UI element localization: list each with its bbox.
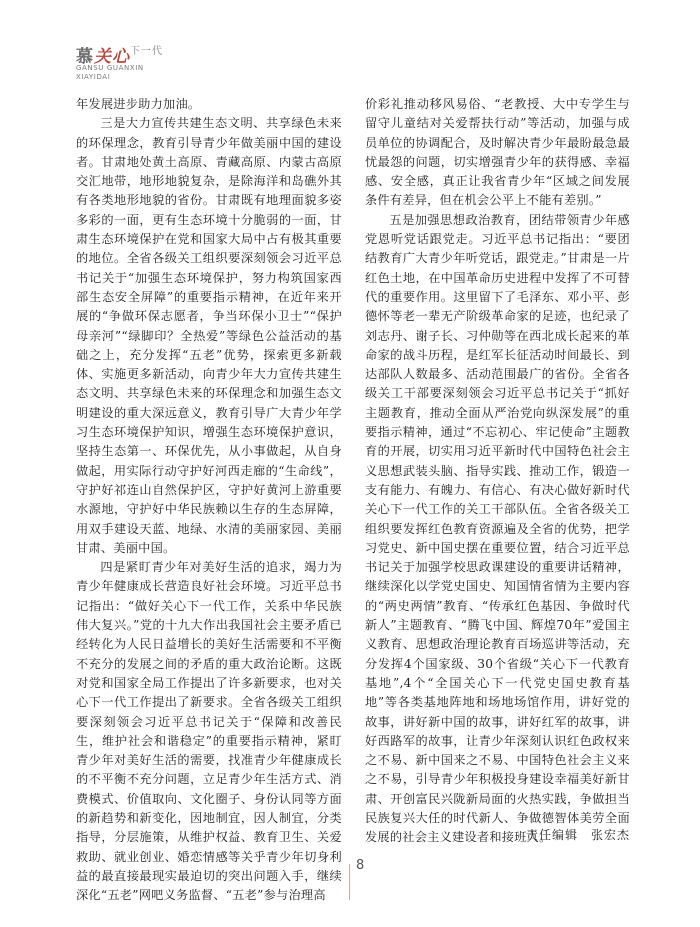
paragraph-political-education: 五是加强思想政治教育，团结带领青少年感党恩听党话跟党走。习近平总书记指出：“要团结教育广大青少年听党话，跟党走。”甘肃是一片红色土地，在中国革命历史进程中发挥了不可替代的重要作用。这里留下了毛泽东、邓小平、彭德怀等老一辈无产阶级革命家的足迹，也纪录了刘志丹、谢子长、习仲勋等在西北成长起来的革命家的战斗历程，是红军长征活动时间最长、到达部队人数最多、活动范围最广的省份。全省各级关工干部要深刻领会习近平总书记关于“抓好主题教育，推动全面从严治党向纵深发展”的重要指示精神，通过“不忘初心、牢记使命”主题教育的开展，切实用习近平新时代中国特色社会主义思想武装头脑、指导实践、推动工作，锻造一支有能力、有魄力、有信心、有决心做好新时代关心下一代工作的关工干部队伍。全省各级关工组织要发挥红色教育资源遍及全省的优势，把学习党史、新中国史摆在重要位置，结合习近平总书记关于加强学校思政课建设的重要讲话精神，继续深化以学党史国史、知国情省情为主要内容的“两史两情”教育、“传承红色基因、争做时代新人”主题教育、“腾飞中国、辉煌70年”爱国主义教育、思想政治理论教育百场巡讲等活动，充分发挥4个国家级、30个省级“关心下一代教育基地”,4个“全国关心下一代党史国史教育基地”等各类基地阵地和场地场馆作用，讲好党的故事，讲好新中国的故事，讲好红军的故事，讲好西路军的故事，让青少年深刻认识红色政权来之不易、新中国来之不易、中国特色社会主义来之不易，引导青少年积极投身建设幸福美好新甘肃、开创富民兴陇新局面的火热实践，争做担当民族复兴大任的时代新人、争做德智体美劳全面发展的社会主义建设者和接班人。 <box>365 212 630 845</box>
footer-divider <box>349 864 350 900</box>
page-number: 8 <box>356 858 365 873</box>
left-column <box>76 95 342 905</box>
logo-subtitle-line-1: GANSU GUANXIN <box>76 64 144 72</box>
logo-char-1: 慕 <box>76 47 94 67</box>
magazine-logo <box>76 42 196 86</box>
logo-char-2: 关心 <box>94 47 130 67</box>
paragraph-ecology: 三是大力宣传共建生态文明、共享绿色未来的环保理念，教育引导青少年做美丽中国的建设者。甘肃地处黄土高原、青藏高原、内蒙古高原交汇地带，地形地貌复杂，是除海洋和岛礁外其有各类地形地貌的省份。甘肃既有地理面貌多姿多彩的一面，更有生态环境十分脆弱的一面，甘肃生态环境保护在党和国家大局中占有极其重要的地位。全省各级关工组织要深刻领会习近平总书记关于“加强生态环境保护，努力构筑国家西部生态安全屏障”的重要指示精神，在近年来开展的“争做环保志愿者，争当环保小卫士”“保护母亲河”“绿脚印？全热爱”等绿色公益活动的基础之上，充分发挥“五老”优势，探索更多新载体、实施更多新活动，向青少年大力宣传共建生态文明、共享绿色未来的环保理念和加强生态文明建设的重大深远意义，教育引导广大青少年学习生态环境保护知识，增强生态环境保护意识，坚持生态第一、环保优先，从小事做起，从自身做起，用实际行动守护好河西走廊的“生命线”，守护好祁连山自然保护区，守护好黄河上游重要水源地，守护好中华民族赖以生存的生态屏障，用双手建设天蓝、地绿、水清的美丽家园、美丽甘肃、美丽中国。 <box>76 116 342 555</box>
paragraph-wellbeing: 四是紧盯青少年对美好生活的追求，竭力为青少年健康成长营造良好社会环境。习近平总书记指出：“做好关心下一代工作，关系中华民族伟大复兴。”党的十九大作出我国社会主要矛盾已经转化为人民日益增长的美好生活需要和不平衡不充分的发展之间的矛盾的重大政治论断。这既对党和国家全局工作提出了许多新要求，也对关心下一代工作提出了新要求。全省各级关工组织要深刻领会习近平总书记关于“保障和改善民生，维护社会和谐稳定”的重要指示精神，紧盯青少年对美好生活的需要，找准青少年健康成长的不平衡不充分问题，立足青少年生活方式、消费模式、价值取向、文化圈子、身份认同等方面的新趋势和新变化，因地制宜，因人制宜，分类指导，分层施策，从维护权益、教育卫生、关爱救助、就业创业、婚恋情感等关乎青少年切身利益的最直接最现实最迫切的突出问题入手，继续深化“五老”网吧义务监督、“五老”参与治理高 <box>76 560 342 903</box>
paragraph-continued-right: 价彩礼推动移风易俗、“老教授、大中专学生与留守儿童结对关爱帮扶行动”等活动，加强与成员单位的协调配合，及时解决青少年最盼最急最忧最怨的问题，切实增强青少年的获得感、幸福感、安全感，真正让我省青少年“区域之间发展条件有差异，但在机会公平上不能有差别。” <box>365 97 630 208</box>
right-column <box>365 95 630 848</box>
logo-subtitle-line-2: XIAYIDAI <box>76 73 111 81</box>
paragraph-continued: 年发展进步助力加油。 <box>76 97 201 111</box>
responsible-editor: 责任编辑 张宏杰 <box>525 828 630 842</box>
logo-char-3: 下一代 <box>130 46 163 57</box>
